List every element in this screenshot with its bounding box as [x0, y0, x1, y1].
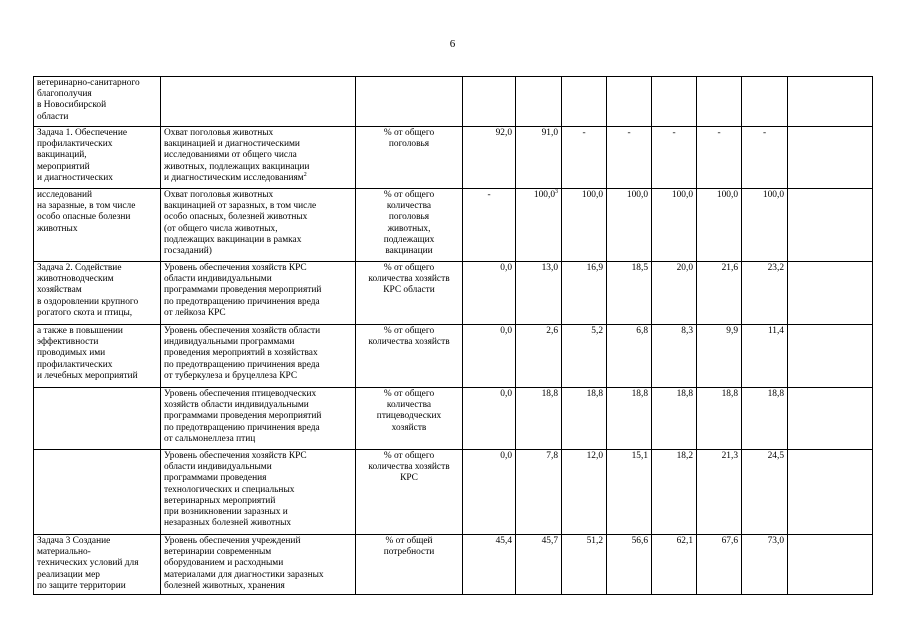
unit-cell	[356, 388, 463, 450]
value-text: 18,8	[541, 389, 558, 399]
table-row	[34, 262, 873, 325]
empty-cell	[788, 127, 873, 189]
value-text: 73,0	[767, 536, 784, 546]
cell-text-line: количества хозяйств	[368, 274, 450, 285]
cell-text-line: рогатого скота и птицы,	[37, 307, 133, 318]
value-text: 18,8	[676, 389, 693, 399]
value-text: 24,5	[767, 451, 784, 461]
cell-text-line: КРС	[400, 473, 418, 484]
cell-text-line: области индивидуальными	[164, 274, 272, 285]
value-cell	[742, 77, 788, 127]
cell-text-line: подлежащих вакцинации в рамках	[164, 234, 302, 245]
cell-text-line: животных	[37, 223, 78, 234]
value-cell	[697, 535, 742, 595]
cell-text-line: количества хозяйств	[368, 462, 450, 473]
value-text: -	[717, 128, 721, 138]
cell-text-line: Уровень обеспечения хозяйств КРС	[164, 263, 307, 273]
table-row	[34, 127, 873, 189]
value-cell	[652, 388, 697, 450]
value-text: 100,0	[762, 190, 784, 200]
unit-cell	[356, 262, 463, 325]
value-cell	[562, 325, 607, 388]
value-cell	[742, 262, 788, 325]
value-cell	[516, 535, 562, 595]
value-cell	[516, 388, 562, 450]
value-text: 62,1	[676, 536, 693, 546]
cell-text-line: материалами для диагностики заразных	[164, 569, 324, 580]
cell-text-line: и диагностическим исследованиям$^2$	[164, 171, 307, 183]
cell-text-line: исследований	[37, 190, 93, 200]
cell-text-line: птицеводческих	[376, 411, 442, 422]
value-cell	[562, 262, 607, 325]
cell-text-line: % от общего	[383, 190, 435, 200]
cell-text-line: Уровень обеспечения хозяйств КРС	[164, 451, 307, 461]
value-text: 45,7	[541, 536, 558, 546]
value-cell	[652, 262, 697, 325]
empty-cell	[788, 262, 873, 325]
value-cell	[562, 189, 607, 262]
indicator-cell	[161, 77, 356, 127]
cell-text-line: и лечебных мероприятий	[37, 370, 138, 381]
value-text: 67,6	[721, 536, 738, 546]
empty-cell	[788, 189, 873, 262]
value-text: -	[487, 190, 491, 200]
value-text: 0,0	[500, 263, 512, 273]
value-text: 100,0	[626, 190, 648, 200]
cell-text-line: % от общего	[383, 263, 435, 273]
unit-cell	[356, 77, 463, 127]
value-text: 51,2	[586, 536, 603, 546]
cell-text-line: по предотвращению причинения вреда	[164, 296, 320, 307]
cell-text-line: по предотвращению причинения вреда	[164, 422, 320, 433]
value-cell	[697, 450, 742, 535]
footnote-marker: 3	[555, 188, 558, 195]
value-text: 45,4	[495, 536, 512, 546]
value-text: 16,9	[586, 263, 603, 273]
value-cell	[652, 189, 697, 262]
value-cell	[742, 535, 788, 595]
value-cell	[742, 450, 788, 535]
value-text: 23,2	[767, 263, 784, 273]
cell-text-line: Уровень обеспечения учреждений	[164, 536, 301, 546]
value-text: 91,0	[541, 128, 558, 138]
table-row	[34, 77, 873, 127]
cell-text-line: оборудованием и расходными	[164, 558, 284, 569]
cell-text-line: области	[37, 111, 69, 122]
indicator-cell	[161, 262, 356, 325]
value-text: 13,0	[541, 263, 558, 273]
table-row	[34, 189, 873, 262]
cell-text-line: программами проведения мероприятий	[164, 411, 322, 422]
table-row	[34, 325, 873, 388]
value-text: 12,0	[586, 451, 603, 461]
value-cell	[697, 325, 742, 388]
value-cell	[562, 388, 607, 450]
unit-cell	[356, 325, 463, 388]
value-cell	[607, 262, 652, 325]
cell-text-line: в Новосибирской	[37, 100, 107, 111]
cell-text-line: Охват поголовья животных	[164, 190, 274, 200]
task-cell	[34, 189, 161, 262]
cell-text-line: от туберкулеза и бруцеллеза КРС	[164, 370, 298, 381]
indicator-cell	[161, 388, 356, 450]
cell-text-line: количества хозяйств	[368, 337, 450, 348]
cell-text-line: хозяйствам	[37, 285, 82, 296]
task-cell	[34, 450, 161, 535]
value-cell	[607, 325, 652, 388]
task-cell	[34, 127, 161, 189]
value-text: 0,0	[500, 389, 512, 399]
value-text: 100,0	[533, 190, 555, 200]
unit-cell	[356, 127, 463, 189]
value-text: -	[582, 128, 586, 138]
cell-text-line: от сальмонеллеза птиц	[164, 433, 256, 444]
cell-text-line: поголовья	[388, 139, 430, 150]
cell-text-line: ветеринарии современным	[164, 547, 272, 558]
cell-text-line: % от общего	[383, 326, 435, 336]
value-cell	[607, 77, 652, 127]
cell-text-line: Задача 3 Создание	[37, 536, 111, 546]
value-cell	[463, 77, 516, 127]
cell-text-line: реализации мер	[37, 569, 100, 580]
cell-text-line: исследованиями от общего числа	[164, 150, 297, 161]
empty-cell	[788, 388, 873, 450]
value-text: -	[672, 128, 676, 138]
cell-text-line: Охват поголовья животных	[164, 128, 274, 138]
value-cell	[516, 77, 562, 127]
value-cell	[463, 262, 516, 325]
cell-text-line: Уровень обеспечения птицеводческих	[164, 389, 317, 399]
value-cell	[562, 535, 607, 595]
cell-text-line: подлежащих	[383, 234, 435, 245]
cell-text-line: Задача 1. Обеспечение	[37, 128, 127, 138]
table-row	[34, 450, 873, 535]
value-text: 18,8	[586, 389, 603, 399]
value-text: -	[762, 128, 767, 138]
indicator-cell	[161, 325, 356, 388]
task-cell	[34, 325, 161, 388]
footnote-marker: 2	[303, 171, 307, 178]
cell-text-line: при возникновении заразных и	[164, 507, 288, 518]
cell-text-line: программами проведения мероприятий	[164, 285, 322, 296]
cell-text-line: на заразные, в том числе	[37, 201, 136, 212]
cell-text-line: в оздоровлении крупного	[37, 296, 139, 307]
value-text: 18,5	[631, 263, 648, 273]
cell-text-line: вакцинаций,	[37, 150, 87, 161]
table-row	[34, 535, 873, 595]
cell-text-line: болезней животных, хранения	[164, 580, 285, 591]
cell-text-line: и диагностических	[37, 172, 113, 183]
value-text: 56,6	[631, 536, 648, 546]
cell-text-line: профилактических	[37, 139, 113, 150]
value-cell	[607, 189, 652, 262]
cell-text-line: индивидуальными программами	[164, 337, 295, 348]
value-text: 15,1	[631, 451, 648, 461]
value-cell	[562, 77, 607, 127]
task-cell	[34, 535, 161, 595]
cell-text-line: животных,	[387, 223, 431, 234]
value-text: 11,4	[767, 326, 784, 336]
cell-text-line: технологических и специальных	[164, 484, 295, 495]
unit-cell	[356, 535, 463, 595]
cell-text-line: животных, подлежащих вакцинации	[164, 161, 310, 172]
cell-text-line: проведения мероприятий в хозяйствах	[164, 348, 318, 359]
cell-text-line: программами проведения	[164, 473, 267, 484]
value-cell	[697, 127, 742, 189]
cell-text-line: мероприятий	[37, 161, 90, 172]
cell-text-line: Уровень обеспечения хозяйств области	[164, 326, 321, 336]
cell-text-line: особо опасные болезни	[37, 212, 131, 223]
cell-text-line: количества	[386, 201, 432, 212]
cell-text-line: % от общего	[383, 451, 435, 461]
cell-text-line: % от общей	[385, 536, 433, 546]
value-cell	[742, 189, 788, 262]
value-cell	[652, 77, 697, 127]
value-cell	[607, 127, 652, 189]
value-cell	[463, 127, 516, 189]
cell-text-line: благополучия	[37, 89, 92, 100]
empty-cell	[788, 77, 873, 127]
cell-text-line: (от общего числа животных,	[164, 223, 278, 234]
indicator-cell	[161, 127, 356, 189]
value-cell	[516, 450, 562, 535]
value-text: 0,0	[500, 451, 512, 461]
indicator-cell	[161, 535, 356, 595]
cell-text-line: госзаданий)	[164, 246, 212, 257]
table-row	[34, 388, 873, 450]
cell-text-line: от лейкоза КРС	[164, 307, 226, 318]
value-cell	[697, 262, 742, 325]
empty-cell	[788, 535, 873, 595]
task-cell	[34, 77, 161, 127]
cell-text-line: % от общего	[383, 128, 435, 138]
value-text: 5,2	[591, 326, 603, 336]
cell-text-line: потребности	[383, 547, 435, 558]
value-text: 100,0	[581, 190, 603, 200]
cell-text-line: % от общего	[383, 389, 435, 399]
cell-text-line: вакцинацией и диагностическими	[164, 139, 300, 150]
value-text: 92,0	[495, 128, 512, 138]
value-text: 0,0	[500, 326, 512, 336]
value-text: -	[627, 128, 631, 138]
value-cell	[516, 262, 562, 325]
empty-cell	[788, 450, 873, 535]
cell-text-line: хозяйств	[391, 422, 427, 433]
indicators-table	[33, 76, 873, 595]
value-text: 18,8	[767, 389, 784, 399]
cell-text-line: особо опасных, болезней животных	[164, 212, 308, 223]
value-cell	[697, 388, 742, 450]
value-cell	[463, 189, 516, 262]
cell-text-line: а также в повышении	[37, 326, 123, 336]
value-cell	[697, 77, 742, 127]
value-cell	[742, 388, 788, 450]
value-cell	[652, 535, 697, 595]
cell-text-line: по защите территории	[37, 580, 126, 591]
value-cell	[742, 127, 788, 189]
value-cell	[516, 189, 562, 262]
cell-text-line: материально-	[37, 547, 91, 558]
unit-cell	[356, 189, 463, 262]
value-cell	[697, 189, 742, 262]
cell-text-line: животноводческим	[37, 274, 114, 285]
value-cell	[516, 127, 562, 189]
value-cell	[516, 325, 562, 388]
indicator-cell	[161, 189, 356, 262]
value-cell	[463, 535, 516, 595]
value-text: 2,6	[546, 326, 558, 336]
page-number: 6	[449, 38, 456, 50]
value-text: 7,8	[546, 451, 558, 461]
value-text: 18,8	[631, 389, 648, 399]
cell-text-line: технических условий для	[37, 558, 139, 569]
value-cell	[652, 450, 697, 535]
value-cell	[463, 325, 516, 388]
value-text: 6,8	[636, 326, 648, 336]
cell-text-line: эффективности	[37, 337, 99, 348]
value-text: 21,3	[721, 451, 738, 461]
value-text: 9,9	[726, 326, 738, 336]
cell-text-line: вакцинацией от заразных, в том числе	[164, 201, 317, 212]
cell-text-line: области индивидуальными	[164, 462, 272, 473]
value-text: 100,0	[716, 190, 738, 200]
unit-cell	[356, 450, 463, 535]
value-cell	[742, 325, 788, 388]
cell-text-line: Задача 2. Содействие	[37, 263, 122, 273]
value-cell	[652, 127, 697, 189]
cell-text-line: проводимых ими	[37, 348, 106, 359]
value-text: 21,6	[721, 263, 738, 273]
cell-text-line: по предотвращению причинения вреда	[164, 359, 320, 370]
value-text: 18,2	[676, 451, 693, 461]
cell-text-line: вакцинации	[385, 246, 433, 257]
cell-text-line: КРС области	[383, 285, 435, 296]
indicator-cell	[161, 450, 356, 535]
value-cell	[607, 388, 652, 450]
cell-text-line: ветеринарно-санитарного	[37, 78, 140, 88]
value-cell	[562, 450, 607, 535]
value-text: 8,3	[681, 326, 693, 336]
cell-text-line: профилактических	[37, 359, 113, 370]
value-cell	[607, 450, 652, 535]
task-cell	[34, 262, 161, 325]
empty-cell	[788, 325, 873, 388]
value-text: 100,0	[671, 190, 693, 200]
value-cell	[463, 388, 516, 450]
value-text: 18,8	[721, 389, 738, 399]
cell-text-line: незаразных болезней животных	[164, 518, 292, 529]
cell-text-line: количества	[386, 400, 432, 411]
cell-text-line: поголовья	[388, 212, 430, 223]
value-text: 20,0	[676, 263, 693, 273]
value-cell	[607, 535, 652, 595]
value-cell	[652, 325, 697, 388]
cell-text-line: ветеринарных мероприятий	[164, 495, 276, 506]
cell-text-line: хозяйств области индивидуальными	[164, 400, 309, 411]
value-cell	[463, 450, 516, 535]
task-cell	[34, 388, 161, 450]
value-cell	[562, 127, 607, 189]
